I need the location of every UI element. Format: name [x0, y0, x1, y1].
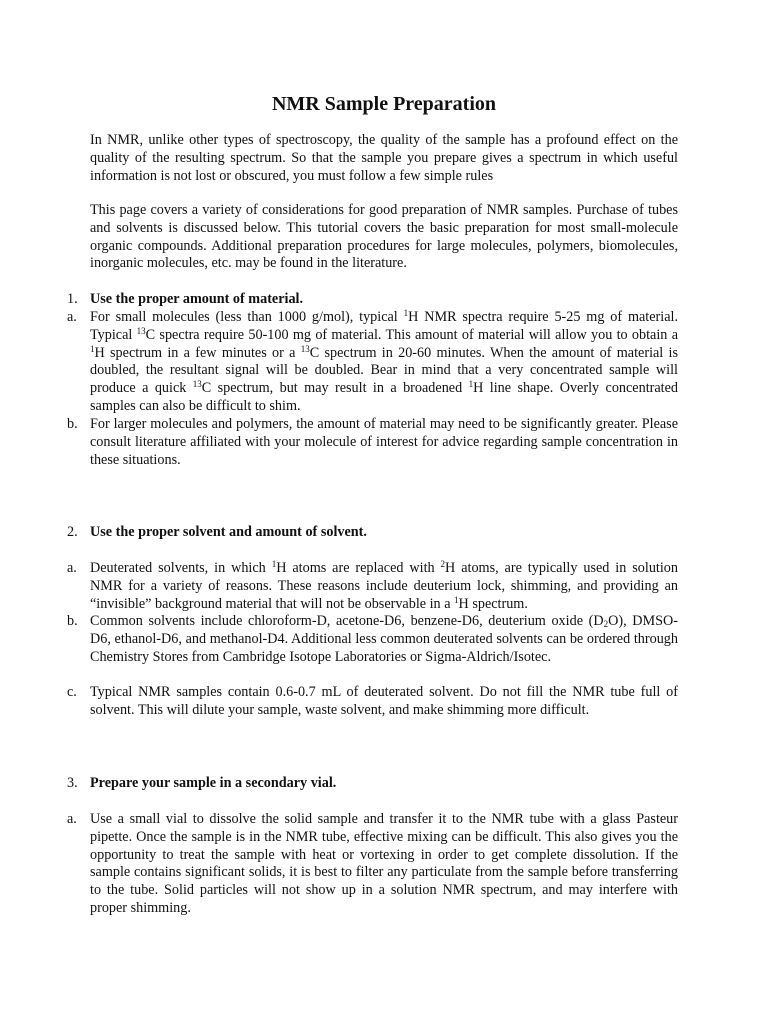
page-title: NMR Sample Preparation: [271, 93, 497, 115]
item-text: For small molecules (less than 1000 g/mol), typical $^1$H NMR spectra require 5-25 mg of material. Typical $^{13}$C spectra require 50-100 mg of material. This amount of material will allow you to obtain a $^1$H spectrum in a few minutes or a $^{13}$C spectrum in 20-60 minutes. When the amount of material is doubled, the resultant signal will be doubled. Bear in mind that a very concentrated sample will produce a quick $^{13}$C spectrum, but may result in a broadened $^1$H line shape. Overly concentrated samples can also be difficult to shim.: [90, 308, 678, 414]
superscript: 13: [300, 343, 310, 354]
section-2-item-a: [67, 560, 678, 613]
superscript: 1: [454, 594, 459, 605]
superscript: 1: [90, 343, 95, 354]
section-3-item-a: [67, 811, 678, 918]
subscript: 2: [603, 619, 609, 629]
superscript: 13: [136, 325, 146, 336]
superscript: 13: [192, 379, 202, 390]
item-text: Use a small vial to dissolve the solid sample and transfer it to the NMR tube with a glass Pasteur pipette. Once the sample is in the NMR tube, effective mixing can be difficult. This also gives you the opportunity to treat the sample with heat or vortexing in order to get complete dissolution. If the sample contains significant solids, it is best to filter any particulate from the sample before transferring to the tube. Solid particles will not show up in a solution NMR spectrum, and may interfere with proper shimming.: [90, 811, 678, 916]
superscript: 1: [403, 308, 409, 318]
item-marker: c.: [67, 684, 77, 700]
intro-paragraph-1: In NMR, unlike other types of spectroscopy, the quality of the sample has a profound effect on the quality of the resulting spectrum. So that the sample you prepare gives a spectrum in which useful information is not lost or obscured, you must follow a few simple rules: [90, 132, 678, 184]
item-marker: b.: [67, 416, 78, 432]
intro-paragraph-2: This page covers a variety of considerations for good preparation of NMR samples. Purchase of tubes and solvents is discussed below. This tutorial covers the basic preparation for most small-molecule organic compounds. Additional preparation procedures for large molecules, polymers, biomolecules, inorganic molecules, etc. may be found in the literature.: [90, 202, 678, 272]
superscript: 1: [271, 559, 277, 569]
item-text: For larger molecules and polymers, the amount of material may need to be significantly greater. Please consult literature affiliated with your molecule of interest for advice regarding sample concentration in these situations.: [90, 416, 678, 468]
item-marker: b.: [67, 613, 78, 629]
item-text: Deuterated solvents, in which $^1$H atoms are replaced with $^2$H atoms, are typically used in solution NMR for a variety of reasons. These reasons include deuterium lock, shimming, and providing an “invisible” background material that will not be observable in a $^1$H spectrum.: [90, 559, 678, 612]
section-number: 3.: [67, 775, 78, 791]
item-text: Common solvents include chloroform-D, acetone-D6, benzene-D6, deuterium oxide $(D_2O)$, DMSO-D6, ethanol-D6, and methanol-D4. Additional less common deuterated solvents can be ordered through Chemistry Stores from Cambridge Isotope Laboratories or Sigma-Aldrich/Isotec.: [90, 613, 678, 665]
superscript: 1: [468, 379, 474, 390]
item-marker: a.: [67, 811, 77, 827]
section-heading: Use the proper amount of material.: [90, 291, 304, 307]
superscript: 2: [440, 559, 446, 569]
section-number: 2.: [67, 524, 78, 540]
section-heading: Use the proper solvent and amount of solvent.: [90, 524, 367, 540]
section-heading: Prepare your sample in a secondary vial.: [90, 775, 337, 791]
section-1-item-a: [67, 309, 678, 416]
section-2-item-c: [67, 684, 678, 720]
item-text: Typical NMR samples contain 0.6-0.7 mL of deuterated solvent. Do not fill the NMR tube full of solvent. This will dilute your sample, waste solvent, and make shimming more difficult.: [90, 684, 678, 718]
item-marker: a.: [67, 309, 77, 325]
item-marker: a.: [67, 560, 77, 576]
section-number: 1.: [67, 291, 78, 307]
section-2-item-b: [67, 613, 678, 666]
section-1-item-b: [67, 416, 678, 469]
